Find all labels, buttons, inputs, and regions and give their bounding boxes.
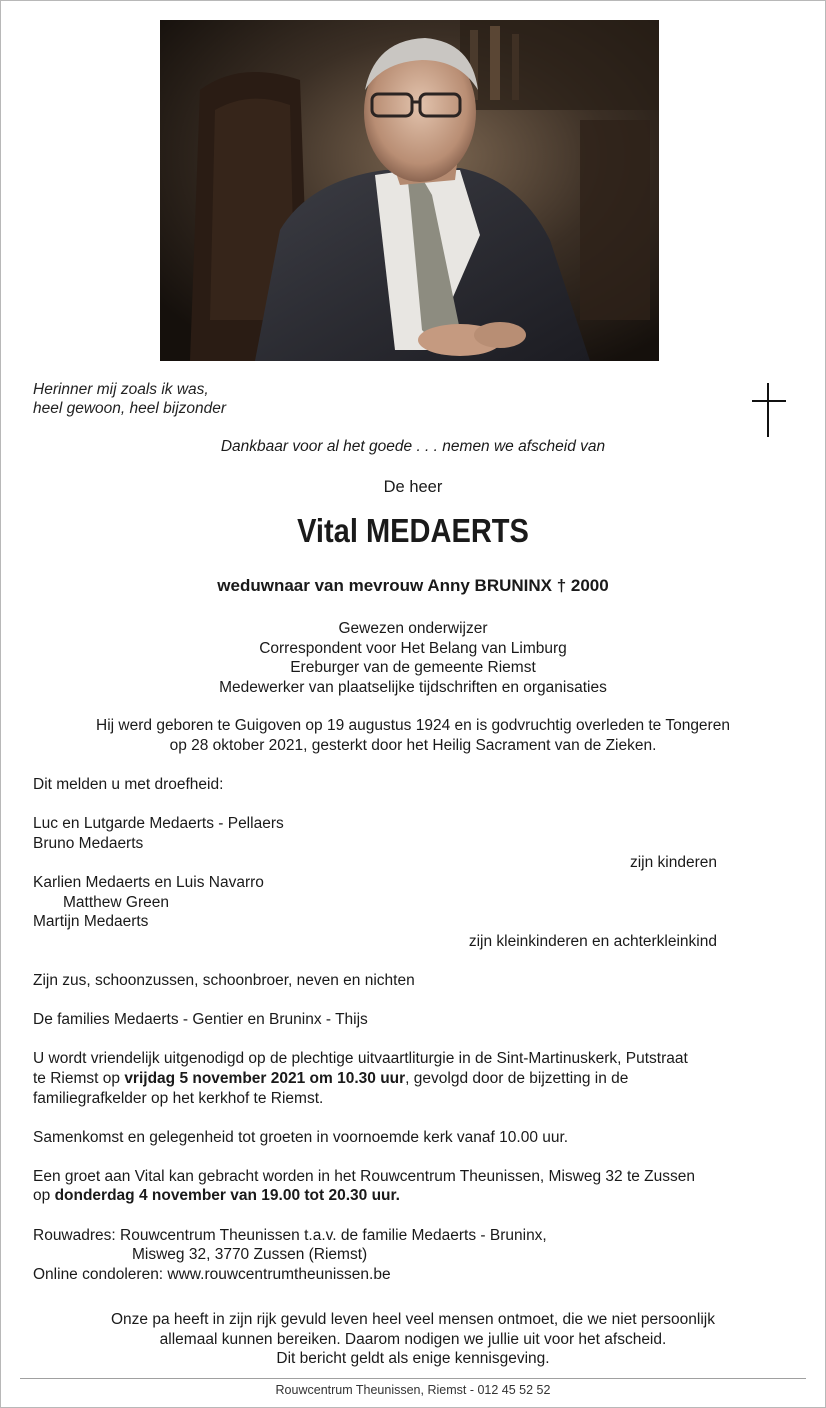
gathering-line: Samenkomst en gelegenheid tot groeten in voornoemde kerk vanaf 10.00 uur. <box>33 1128 569 1146</box>
intro-text: Dankbaar voor al het goede . . . nemen we afscheid van <box>220 438 606 455</box>
grandchild-name: Matthew Green <box>63 893 169 911</box>
portrait-image <box>160 20 659 361</box>
role-item: Ereburger van de gemeente Riemst <box>290 659 536 677</box>
role-item: Correspondent voor Het Belang van Limburg <box>259 639 567 657</box>
visit-datetime: donderdag 4 november van 19.00 tot 20.30 uur. <box>54 1187 400 1205</box>
grandchild-name: Martijn Medaerts <box>33 913 149 931</box>
role-item: Medewerker van plaatselijke tijdschriften en organisaties <box>219 678 607 696</box>
funeral-datetime: vrijdag 5 november 2021 om 10.30 uur <box>124 1069 406 1087</box>
roles-list <box>0 619 826 697</box>
grandchildren-label: zijn kleinkinderen en achterkleinkind <box>468 932 717 950</box>
bio-line-2: op 28 oktober 2021, gesterkt door het Heilig Sacrament van de Zieken. <box>169 736 657 754</box>
funeral-line-1: U wordt vriendelijk uitgenodigd op de plechtige uitvaartliturgie in de Sint-Martinuskerk, Putstraat <box>33 1050 688 1068</box>
footer-divider <box>20 1378 806 1379</box>
children-label: zijn kinderen <box>629 854 717 872</box>
siblings-line: Zijn zus, schoonzussen, schoonbroer, neven en nichten <box>33 971 415 989</box>
families-line: De families Medaerts - Gentier en Bruninx - Thijs <box>33 1011 368 1029</box>
memorial-quote <box>33 380 226 418</box>
closing-line: allemaal kunnen bereiken. Daarom nodigen we jullie uit voor het afscheid. <box>159 1330 667 1348</box>
child-name: Luc en Lutgarde Medaerts - Pellaers <box>33 815 284 833</box>
announcement-body <box>33 775 793 1284</box>
grandchild-name: Karlien Medaerts en Luis Navarro <box>33 873 264 891</box>
cross-icon <box>752 383 786 437</box>
salutation: De heer <box>383 478 443 496</box>
closing-line: Onze pa heeft in zijn rijk gevuld leven heel veel mensen ontmoet, die we niet persoonlijk <box>111 1311 715 1328</box>
closing-text <box>0 1310 826 1369</box>
visit-line-1: Een groet aan Vital kan gebracht worden in het Rouwcentrum Theunissen, Misweg 32 te Zussen <box>33 1167 696 1185</box>
closing-line: Dit bericht geldt als enige kennisgeving. <box>276 1350 550 1368</box>
portrait-photo <box>160 20 659 361</box>
funeral-line-2: te Riemst op vrijdag 5 november 2021 om 10.30 uur, gevolgd door de bijzetting in de <box>33 1069 629 1087</box>
biography <box>0 716 826 755</box>
funeral-line-3: familiegrafkelder op het kerkhof te Riemst. <box>33 1089 324 1107</box>
footer-text: Rouwcentrum Theunissen, Riemst - 012 45 52 52 <box>275 1383 551 1397</box>
role-item: Gewezen onderwijzer <box>338 620 488 637</box>
announce-line: Dit melden u met droefheid: <box>33 776 224 793</box>
address-line-1: Rouwadres: Rouwcentrum Theunissen t.a.v. de familie Medaerts - Bruninx, <box>33 1226 547 1244</box>
quote-line-1: Herinner mij zoals ik was, <box>33 381 209 398</box>
visit-line-2: op donderdag 4 november van 19.00 tot 20.30 uur. <box>33 1187 400 1205</box>
bio-line-1: Hij werd geboren te Guigoven op 19 augustus 1924 en is godvruchtig overleden te Tongeren <box>96 717 730 734</box>
widower-line: weduwnaar van mevrouw Anny BRUNINX † 2000 <box>217 576 609 595</box>
condolence-line: Online condoleren: www.rouwcentrumtheunissen.be <box>33 1265 391 1283</box>
child-name: Bruno Medaerts <box>33 834 144 852</box>
deceased-name: Vital MEDAERTS <box>297 512 529 549</box>
quote-line-2: heel gewoon, heel bijzonder <box>33 400 227 417</box>
address-line-2: Misweg 32, 3770 Zussen (Riemst) <box>132 1246 368 1264</box>
